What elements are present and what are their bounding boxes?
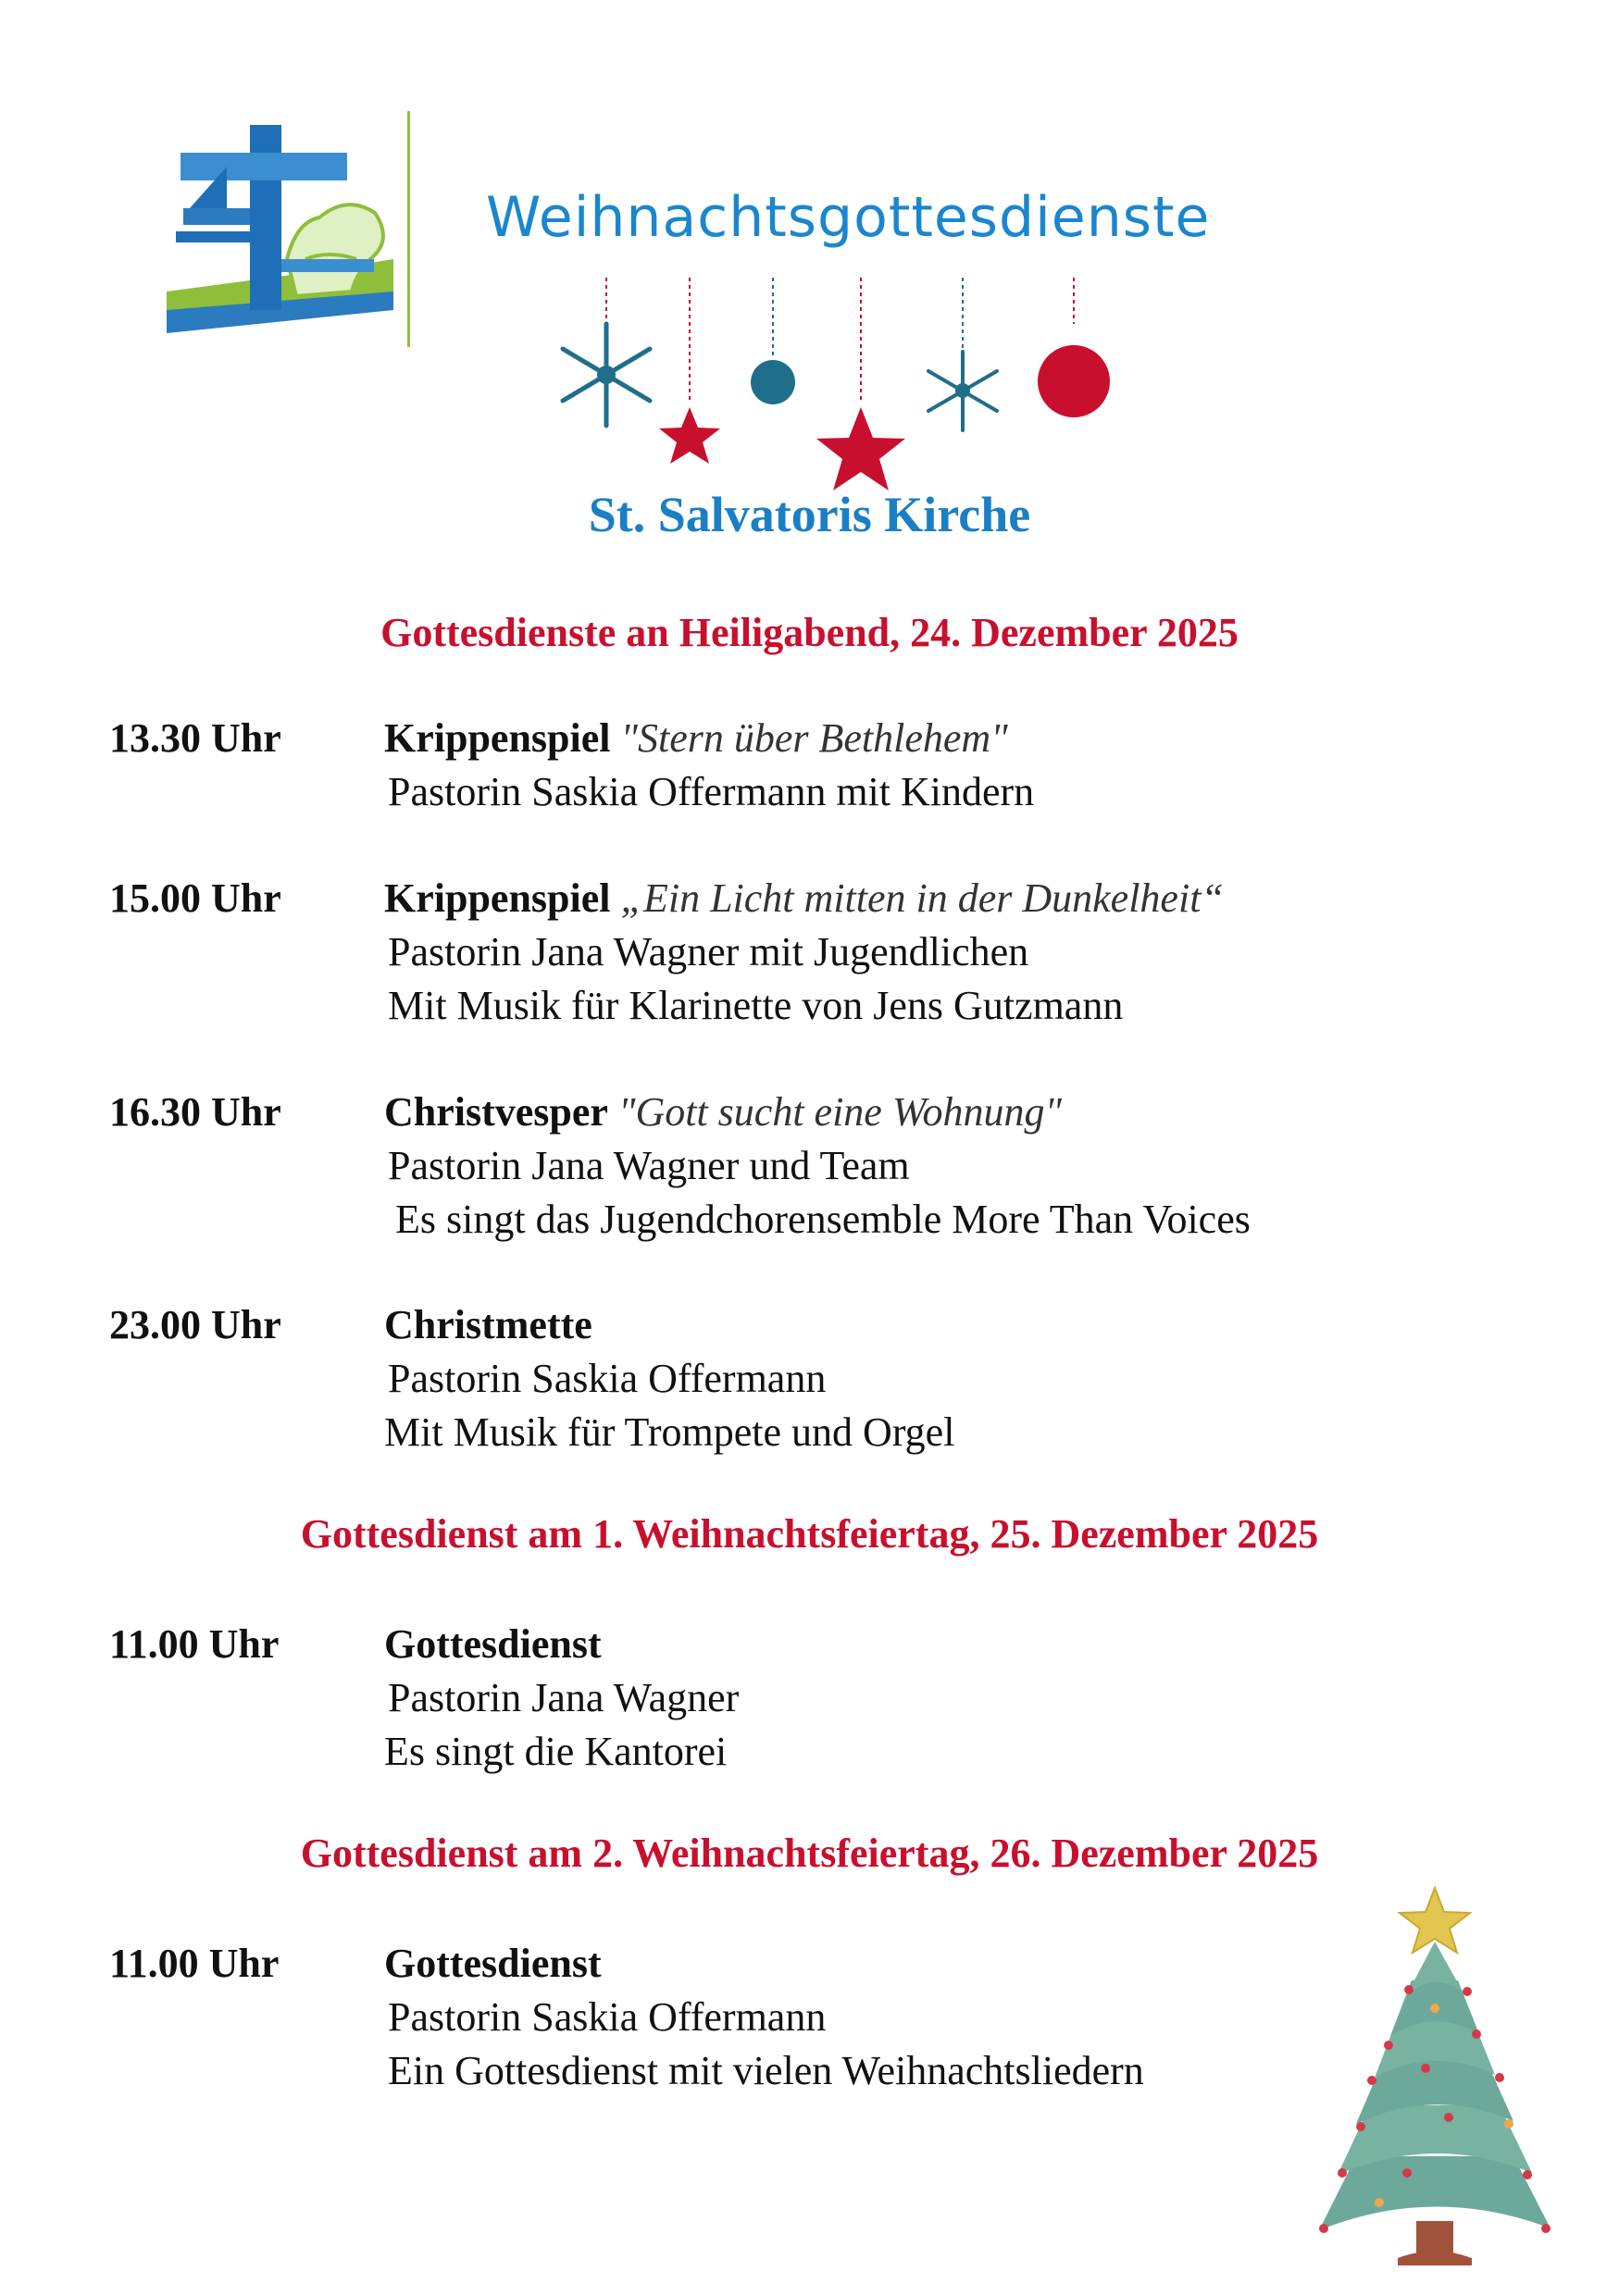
service-name: Gottesdienst bbox=[384, 1621, 602, 1667]
ornament-garland bbox=[555, 278, 1139, 500]
bauble-icon bbox=[751, 278, 795, 404]
church-logo bbox=[157, 111, 398, 342]
service-detail: Pastorin Saskia Offermann bbox=[388, 1356, 827, 1401]
service-detail: Pastorin Saskia Offermann bbox=[388, 1994, 827, 2040]
service-detail: Es singt die Kantorei bbox=[384, 1729, 728, 1774]
star-ornament-icon bbox=[659, 278, 720, 464]
service-detail: Pastorin Jana Wagner und Team bbox=[388, 1143, 910, 1188]
page-title: Weihnachtsgottesdienste bbox=[486, 185, 1211, 250]
service-time: 11.00 Uhr bbox=[109, 1621, 280, 1667]
service-detail: Pastorin Saskia Offermann mit Kindern bbox=[388, 769, 1035, 814]
snowflake-icon bbox=[928, 278, 997, 430]
logo-divider bbox=[407, 111, 410, 347]
bauble-icon bbox=[1038, 278, 1110, 417]
service-name: Krippenspiel bbox=[384, 875, 611, 921]
service-name: Christvesper bbox=[384, 1089, 608, 1135]
service-detail: Pastorin Jana Wagner mit Jugendlichen bbox=[388, 929, 1029, 974]
service-name: Gottesdienst bbox=[384, 1941, 602, 1986]
service-subtitle: „Ein Licht mitten in der Dunkelheit“ bbox=[620, 875, 1224, 921]
section-heading: Gottesdienste an Heiligabend, 24. Dezember 2025 bbox=[380, 610, 1239, 655]
service-time: 16.30 Uhr bbox=[109, 1089, 281, 1135]
service-detail: Mit Musik für Trompete und Orgel bbox=[384, 1409, 955, 1455]
service-subtitle: "Stern über Bethlehem" bbox=[620, 715, 1008, 761]
star-ornament-icon bbox=[816, 278, 905, 490]
service-detail: Mit Musik für Klarinette von Jens Gutzmann bbox=[388, 983, 1124, 1028]
service-time: 11.00 Uhr bbox=[109, 1941, 280, 1986]
service-name: Christmette bbox=[384, 1302, 592, 1347]
service-detail: Pastorin Jana Wagner bbox=[388, 1675, 740, 1720]
service-time: 15.00 Uhr bbox=[109, 875, 281, 921]
section-heading: Gottesdienst am 1. Weihnachtsfeiertag, 25. Dezember 2025 bbox=[300, 1511, 1319, 1557]
service-time: 23.00 Uhr bbox=[109, 1302, 281, 1347]
snowflake-icon bbox=[563, 278, 650, 426]
section-heading: Gottesdienst am 2. Weihnachtsfeiertag, 26. Dezember 2025 bbox=[300, 1831, 1319, 1876]
christmas-tree-icon bbox=[1287, 1879, 1574, 2267]
service-name: Krippenspiel bbox=[384, 715, 611, 761]
service-detail: Ein Gottesdienst mit vielen Weihnachtsliedern bbox=[388, 2048, 1144, 2093]
service-detail: Es singt das Jugendchorensemble More Than Voices bbox=[395, 1197, 1251, 1242]
service-subtitle: "Gott sucht eine Wohnung" bbox=[617, 1089, 1062, 1135]
church-name: St. Salvatoris Kirche bbox=[588, 487, 1031, 542]
service-time: 13.30 Uhr bbox=[109, 715, 281, 761]
